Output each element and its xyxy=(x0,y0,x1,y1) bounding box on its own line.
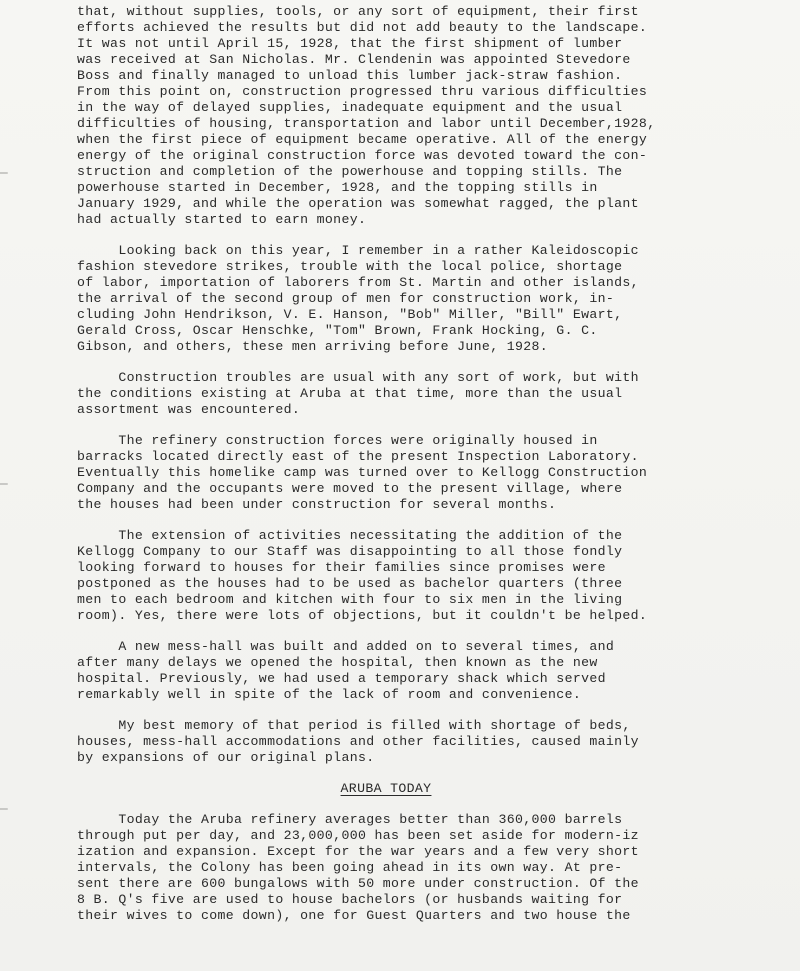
paragraph xyxy=(77,243,739,355)
final-paragraph xyxy=(77,812,739,924)
hole-punch-mark xyxy=(0,483,8,485)
text-line: the arrival of the second group of men for construction work, in- xyxy=(77,291,615,306)
text-line: looking forward to houses for their families since promises were xyxy=(77,560,606,575)
text-line: by expansions of our original plans. xyxy=(77,750,375,765)
paragraph xyxy=(77,433,739,513)
text-line: in the way of delayed supplies, inadequate equipment and the usual xyxy=(77,100,623,115)
text-line: 8 B. Q's five are used to house bachelors (or husbands waiting for xyxy=(77,892,623,907)
text-line: room). Yes, there were lots of objections, but it couldn't be helped. xyxy=(77,608,648,623)
paragraphs xyxy=(77,4,739,766)
text-line: A new mess-hall was built and added on to several times, and xyxy=(77,639,615,654)
text-line: barracks located directly east of the present Inspection Laboratory. xyxy=(77,449,639,464)
text-line: cluding John Hendrikson, V. E. Hanson, "Bob" Miller, "Bill" Ewart, xyxy=(77,307,623,322)
text-line: Boss and finally managed to unload this lumber jack-straw fashion. xyxy=(77,68,623,83)
paragraph xyxy=(77,370,739,418)
hole-punch-mark xyxy=(0,172,8,174)
text-line: Kellogg Company to our Staff was disappointing to all those fondly xyxy=(77,544,623,559)
paragraph xyxy=(77,639,739,703)
text-line: My best memory of that period is filled with shortage of beds, xyxy=(77,718,631,733)
text-line: The refinery construction forces were originally housed in xyxy=(77,433,598,448)
paragraph xyxy=(77,718,739,766)
text-line: assortment was encountered. xyxy=(77,402,301,417)
text-line: through put per day, and 23,000,000 has been set aside for modern-iz xyxy=(77,828,639,843)
text-line: powerhouse started in December, 1928, and the topping stills in xyxy=(77,180,598,195)
text-line: Gibson, and others, these men arriving before June, 1928. xyxy=(77,339,549,354)
text-line: The extension of activities necessitating the addition of the xyxy=(77,528,623,543)
text-line: Today the Aruba refinery averages better than 360,000 barrels xyxy=(77,812,623,827)
text-line: intervals, the Colony has been going ahead in its own way. At pre- xyxy=(77,860,623,875)
text-line: January 1929, and while the operation was somewhat ragged, the plant xyxy=(77,196,639,211)
text-line: efforts achieved the results but did not add beauty to the landscape. xyxy=(77,20,648,35)
text-line: the conditions existing at Aruba at that time, more than the usual xyxy=(77,386,623,401)
text-line: difficulties of housing, transportation and labor until December,1928, xyxy=(77,116,656,131)
paragraph xyxy=(77,528,739,624)
section-heading-row xyxy=(77,781,739,797)
text-line: when the first piece of equipment became operative. All of the energy xyxy=(77,132,648,147)
text-line: after many delays we opened the hospital, then known as the new xyxy=(77,655,598,670)
paragraph xyxy=(77,4,739,228)
section-heading: ARUBA TODAY xyxy=(340,781,432,796)
text-line: was received at San Nicholas. Mr. Clendenin was appointed Stevedore xyxy=(77,52,631,67)
text-line: had actually started to earn money. xyxy=(77,212,367,227)
text-line: that, without supplies, tools, or any sort of equipment, their first xyxy=(77,4,639,19)
text-line: Eventually this homelike camp was turned over to Kellogg Construction xyxy=(77,465,648,480)
text-line: houses, mess-hall accommodations and other facilities, caused mainly xyxy=(77,734,639,749)
text-line: of labor, importation of laborers from St. Martin and other islands, xyxy=(77,275,639,290)
text-line: remarkably well in spite of the lack of room and convenience. xyxy=(77,687,582,702)
text-line: sent there are 600 bungalows with 50 more under construction. Of the xyxy=(77,876,639,891)
text-line: their wives to come down), one for Guest Quarters and two house the xyxy=(77,908,631,923)
hole-punch-mark xyxy=(0,808,8,810)
text-line: ization and expansion. Except for the war years and a few very short xyxy=(77,844,639,859)
text-line: Construction troubles are usual with any sort of work, but with xyxy=(77,370,639,385)
text-line: Gerald Cross, Oscar Henschke, "Tom" Brown, Frank Hocking, G. C. xyxy=(77,323,598,338)
document-body xyxy=(77,4,739,939)
text-line: men to each bedroom and kitchen with four to six men in the living xyxy=(77,592,623,607)
text-line: energy of the original construction force was devoted toward the con- xyxy=(77,148,648,163)
text-line: fashion stevedore strikes, trouble with the local police, shortage xyxy=(77,259,623,274)
text-line: Looking back on this year, I remember in a rather Kaleidoscopic xyxy=(77,243,639,258)
text-line: the houses had been under construction for several months. xyxy=(77,497,557,512)
text-line: It was not until April 15, 1928, that the first shipment of lumber xyxy=(77,36,623,51)
text-line: From this point on, construction progressed thru various difficulties xyxy=(77,84,648,99)
text-line: postponed as the houses had to be used as bachelor quarters (three xyxy=(77,576,623,591)
text-line: struction and completion of the powerhouse and topping stills. The xyxy=(77,164,623,179)
text-line: Company and the occupants were moved to the present village, where xyxy=(77,481,623,496)
text-line: hospital. Previously, we had used a temporary shack which served xyxy=(77,671,606,686)
